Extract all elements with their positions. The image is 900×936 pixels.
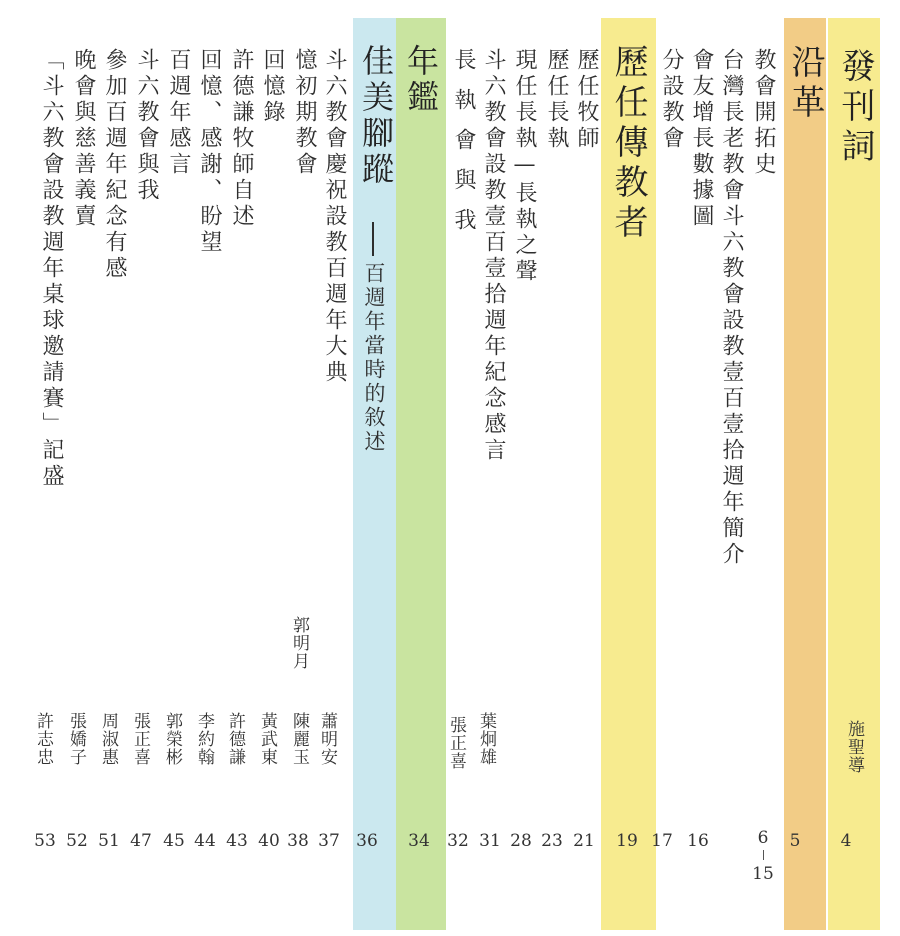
author-foreword: 施聖導 [844,720,864,774]
author-early-church: 陳麗玉 [289,712,309,766]
page-centennial-reflection: 45 [163,831,185,851]
page-elders-and-me: 32 [447,831,469,851]
toc-item-church-introduction[interactable]: 台灣長老教會斗六教會設教壹百壹拾週年簡介 [719,48,744,568]
band-yearbook [396,18,446,930]
author-table-tennis-tournament: 許志忠 [33,712,53,766]
author-douliu-church-and-me: 張正喜 [130,712,150,766]
author-centennial-ceremony: 蕭明安 [317,712,337,766]
author-pastor-autobiography: 許德謙 [225,712,245,766]
toc-item-current-elders[interactable]: 現任長執—長執之聲 [512,48,537,285]
section-title-pastors[interactable]: 歷任傳教者 [608,44,648,244]
section-title-history[interactable]: 沿革 [785,44,825,124]
toc-item-growth-chart[interactable]: 會友增長數據圖 [689,48,714,230]
toc-item-centennial-reflection[interactable]: 百週年感言 [166,48,191,178]
page-pastors: 19 [616,831,638,851]
page-centennial-ceremony: 37 [318,831,340,851]
page-centennial-participation: 51 [98,831,120,851]
author-centennial-participation: 周淑惠 [98,712,118,766]
toc-item-memory-gratitude-hope[interactable]: 回憶、感謝、盼望 [197,48,222,256]
toc-item-table-tennis-tournament[interactable]: 「斗六教會設教週年桌球邀請賽」記盛 [39,48,64,490]
author-memoir: 黃武東 [257,712,277,766]
author-110th-reflection: 葉炯雄 [476,712,496,766]
author-elders-and-me: 張正喜 [446,716,466,770]
section-subtitle-memories: 百週年當時的敘述 [362,262,386,454]
page-history: 5 [789,831,801,851]
page-pastor-autobiography: 43 [226,831,248,851]
page-memory-gratitude-hope: 44 [194,831,216,851]
page-past-elders: 23 [541,831,563,851]
toc-item-church-pioneering-history[interactable]: 教會開拓史 [751,48,776,178]
section-title-foreword[interactable]: 發刊詞 [835,48,875,168]
page-growth-chart: 16 [687,831,709,851]
toc-item-past-pastors[interactable]: 歷任牧師 [574,48,599,152]
toc-item-110th-anniversary-reflection[interactable]: 斗六教會設教壹百壹拾週年紀念感言 [481,48,506,464]
toc-item-evening-charity-sale[interactable]: 晚會與慈善義賣 [71,48,96,230]
page-memoir: 40 [258,831,280,851]
page-110th-reflection: 31 [479,831,501,851]
toc-item-pastor-autobiography[interactable]: 許德謙牧師自述 [229,48,254,230]
toc-item-memoir[interactable]: 回憶錄 [260,48,285,126]
page-douliu-church-and-me: 47 [130,831,152,851]
toc-item-centennial-participation[interactable]: 參加百週年紀念有感 [102,48,127,282]
author-centennial-reflection: 郭榮彬 [162,712,182,766]
page-foreword: 4 [840,831,852,851]
section-title-yearbook[interactable]: 年鑑 [402,44,440,116]
author-evening-charity-sale: 張嬌子 [66,712,86,766]
page-yearbook: 34 [408,831,430,851]
page-table-tennis-tournament: 53 [34,831,56,851]
section-title-memories[interactable]: 佳美腳蹤 [357,44,395,188]
toc-item-elders-and-me[interactable]: 長執會與我 [451,48,476,248]
toc-item-past-elders[interactable]: 歷任長執 [544,48,569,152]
page-branch-churches: 17 [651,831,673,851]
band-history [784,18,826,930]
toc-item-branch-churches[interactable]: 分設教會 [659,48,684,152]
page-church-pioneering-history: 6 15 [752,828,774,884]
toc-item-douliu-church-and-me[interactable]: 斗六教會與我 [134,48,159,204]
toc-item-centennial-ceremony[interactable]: 斗六教會慶祝設教百週年大典 [322,48,347,386]
page-past-pastors: 21 [573,831,595,851]
toc-item-early-church-memories[interactable]: 憶初期教會 [292,48,317,178]
page-evening-charity-sale: 52 [66,831,88,851]
page-early-church: 38 [287,831,309,851]
page-memories: 36 [356,831,378,851]
author-early-church-top: 郭明月 [289,616,309,670]
author-memory-gratitude-hope: 李約翰 [194,712,214,766]
memories-subtitle-dash [372,222,374,256]
page-current-elders: 28 [510,831,532,851]
